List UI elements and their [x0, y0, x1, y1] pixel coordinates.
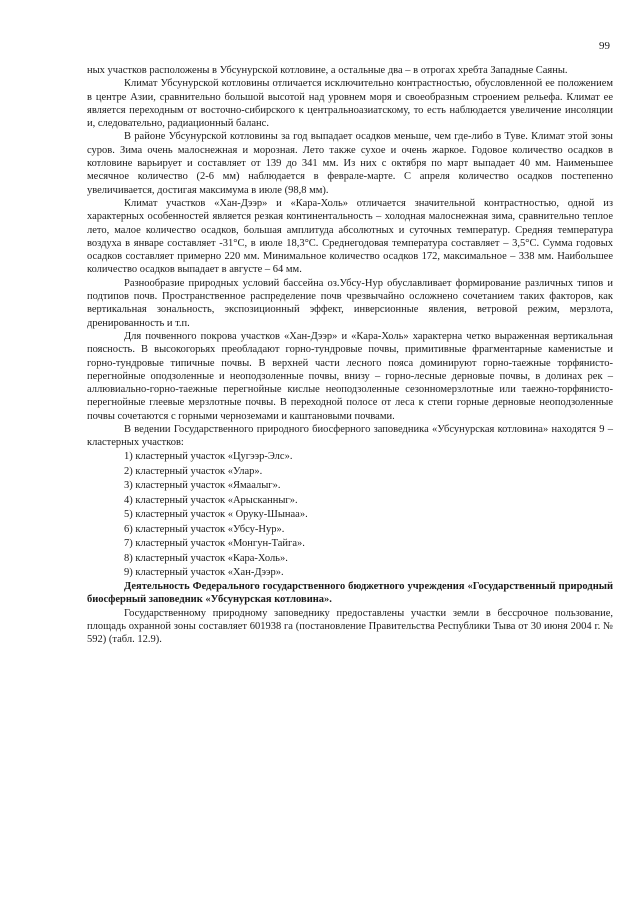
- paragraph-cluster-climate: Климат участков «Хан-Дээр» и «Кара-Холь» отличается значительной контрастностью, одной из характерных особенностей является резкая континентальность – холодная малоснежная зима, сравнительно теплое лето, малое количество осадков, большая амплитуда абсолютных и суточных температур. Средняя температура воздуха в январе составляет -31°С, в июле 18,3°С. Среднегодовая температура составляет – 3,5°С. Сумма годовых осадков составляет примерно 220 мм. Минимальное количество осадков 172, максимальное – 338 мм. Наибольшее количество осадков выпадает в августе – 64 мм.: [87, 197, 613, 276]
- list-item: 4) кластерный участок «Арысканныг».: [124, 494, 298, 506]
- list-item: 1) кластерный участок «Цугээр-Элс».: [124, 451, 293, 463]
- page-number: 99: [599, 40, 610, 52]
- section-heading: Деятельность Федерального государственного бюджетного учреждения «Государственный природный биосферный заповедник «Убсунурская котловина».: [87, 580, 613, 606]
- list-item: 3) кластерный участок «Ямаалыг».: [124, 480, 281, 492]
- paragraph-climate-overview: Климат Убсунурской котловины отличается исключительно контрастностью, обусловленной ее положением в центре Азии, сравнительно большой высотой над уровнем моря и своеобразным строением рельефа. Климат ее является переходным от восточно-сибирского к центральноазиатскому, то есть наблюдается увеличение инсоляции и, следовательно, радиационный баланс.: [87, 78, 613, 130]
- paragraph-precipitation: В районе Убсунурской котловины за год выпадает осадков меньше, чем где-либо в Туве. Климат этой зоны суров. Зима очень малоснежная и морозная. Лето также сухое и очень жаркое. Годовое количество осадков в котловине варьирует и составляет от 139 до 341 мм. Из них с октября по март выпадает 40 мм. Наименьшее месячное количество (2-6 мм) наблюдается в феврале-марте. С апреля количество осадков постепенно увеличивается, достигая максимума в июле (98,8 мм).: [87, 131, 613, 196]
- paragraph-cluster-intro: В ведении Государственного природного биосферного заповедника «Убсунурская котловина» находятся 9 – кластерных участков:: [87, 424, 613, 449]
- list-item: 8) кластерный участок «Кара-Холь».: [124, 552, 288, 564]
- list-item: 9) кластерный участок «Хан-Дээр».: [124, 567, 284, 579]
- cluster-list: [87, 450, 613, 580]
- list-item: 6) кластерный участок «Убсу-Нур».: [124, 523, 285, 535]
- paragraph-soil-diversity: Разнообразие природных условий бассейна оз.Убсу-Нур обуславливает формирование различных типов и подтипов почв. Пространственное распределение почв чрезвычайно осложнено сочетанием таких факторов, как вертикальная зональность, экспозиционный эффект, инверсионные явления, ветровой режим, мерзлота, дренированность и т.п.: [87, 277, 613, 329]
- paragraph-continuation: ных участков расположены в Убсунурской котловине, а остальные два – в отрогах хребта Западные Саяны.: [87, 65, 568, 76]
- paragraph-land-use: Государственному природному заповеднику предоставлены участки земли в бессрочное пользование, площадь охранной зоны составляет 601938 га (постановление Правительства Республики Тыва от 30 июня 2004 г. № 592) (табл. 12.9).: [87, 607, 613, 646]
- list-item: 7) кластерный участок «Монгун-Тайга».: [124, 538, 305, 550]
- list-item: 5) кластерный участок « Оруку-Шынаа».: [124, 509, 308, 521]
- list-item: 2) кластерный участок «Улар».: [124, 465, 263, 477]
- page-content: [87, 64, 613, 646]
- paragraph-soil-zonation: Для почвенного покрова участков «Хан-Дээр» и «Кара-Холь» характерна четко выраженная вертикальная поясность. В высокогорьях преобладают горно-тундровые почвы, примитивные фрагментарные каменистые и горно-тундровые типичные почвы. В верхней части лесного пояса доминируют горно-таежные торфянисто-перегнойные оподзоленные и неоподзоленные почвы, внизу – горно-лесные дерновые почвы, в долинах рек – аллювиально-горно-таежные перегнойные кислые неоподзоленные сезонномерзлотные или таежно-торфянисто-перегнойные глеевые мерзлотные почвы. В переходной полосе от леса к степи горные дерновые неоподзоленные почвы сочетаются с горными черноземами и каштановыми почвами.: [87, 330, 613, 422]
